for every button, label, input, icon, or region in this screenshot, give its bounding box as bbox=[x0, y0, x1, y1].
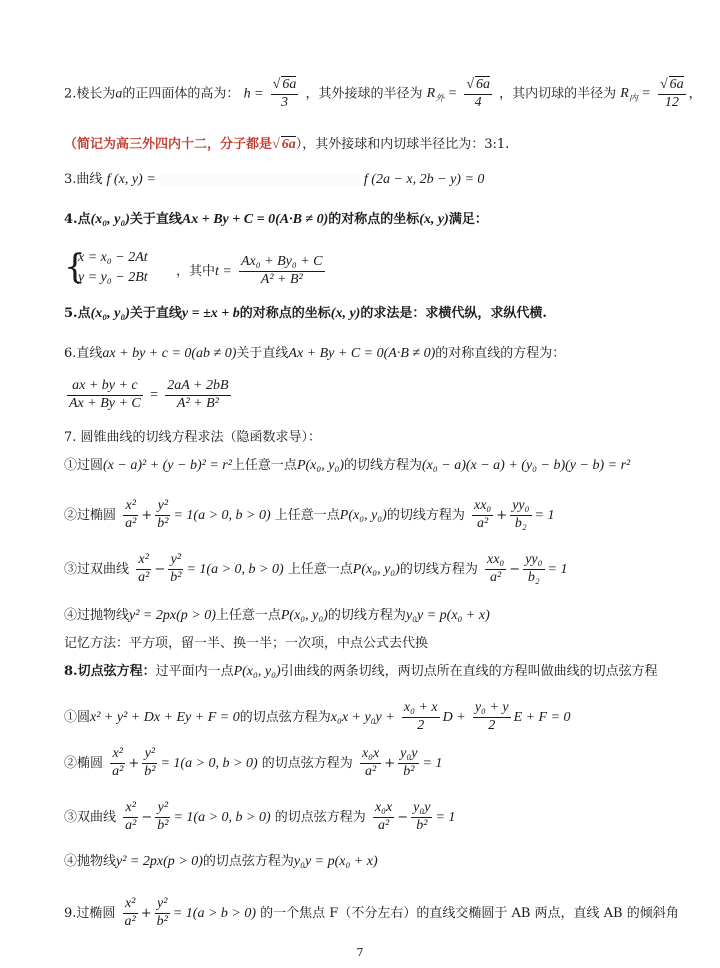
math-sqrt6a: √ 6a bbox=[272, 137, 296, 152]
fraction-r-in: $\frac{√ 6a}{12}$ bbox=[659, 77, 684, 110]
memory-method: 记忆方法：平方项，留一半、换一半；一次项，中点公式去代换 bbox=[64, 636, 429, 651]
tangent-circle: ①过圆(x − a)² + (y − b)² = r²上任意一点P(x₀, y₀)的切线方程为(x₀ − a)(x − a) + (y₀ − b)(y − b) = r² bbox=[64, 458, 631, 473]
system-brace: { bbox=[64, 247, 86, 287]
system-eq-2: y = y₀ − 2Bt bbox=[78, 270, 148, 285]
fraction-height: $\frac{√ 6a}{3}$ bbox=[272, 77, 297, 110]
item-6-formula: $\frac{ax + by + c}{Ax + By + C}$ = $\frac{2aA + 2bB}{\text{A² + B²}}$ bbox=[69, 378, 229, 411]
chord-parabola: ④抛物线y² = 2px(p > 0)的切点弦方程为y₀y = p(x₀ + x) bbox=[64, 854, 378, 869]
item-8-title: 8.切点弦方程：过平面内一点P(x₀, y₀)引曲线的两条切线，两切点所在直线的方程叫做曲线的切点弦方程 bbox=[64, 664, 658, 679]
item-5-line: 5.点(x₀, y₀)关于直线y = ±x + b的对称点的坐标(x, y)的求法是：求横代纵，求纵代横. bbox=[64, 306, 547, 321]
item-3-line bbox=[64, 172, 680, 189]
math-r-out: $R_外$ = bbox=[426, 86, 458, 104]
chord-ellipse: ②椭圆 $\frac{\text{x²}}{\text{a²}}$ + $\frac{\text{y²}}{\text{b²}}$ = 1(a > 0, b > 0) 的切点弦方程为 $\frac{\text{x₀x}}{\text{a²}}$ + $\frac{\text{y₀y}}{\text{b²}}$ = 1 bbox=[64, 746, 443, 779]
text: ，其内切球的半径为 bbox=[499, 86, 617, 102]
system-eq-1: x = x₀ − 2At bbox=[78, 250, 148, 265]
chord-circle: ①圆x² + y² + Dx + Ey + F = 0的切点弦方程为x₀x + y₀y + $\frac{\text{x₀ + x}}{2}$ D + $\frac{\text{y₀ + y}}{2}$ E + F = 0 bbox=[64, 700, 571, 733]
system-t: ，其中t = $\frac{\text{Ax₀ + By₀ + C}}{\text{A² + B²}}$ bbox=[176, 254, 323, 287]
math-a: a bbox=[115, 86, 123, 102]
text: ），其外接球和内切球半径比为：3:1. bbox=[295, 137, 510, 152]
math-r-in: $R_内$ = bbox=[620, 86, 651, 104]
item-2-line: 2.棱长为a的正四面体的高为： h = $\frac{√ 6a}{3}$ ，其外接球的半径为 $R_外$ = $\frac{√ 6a}{4}$ ，其内切球的半径为 $R_内$ = $\frac{√ 6a}{12}$ ， bbox=[64, 77, 702, 110]
math-fxy: f (x, y) = bbox=[106, 172, 156, 187]
mnemonic-line bbox=[64, 136, 680, 154]
fraction-r-out: $\frac{√ 6a}{4}$ bbox=[466, 77, 490, 110]
text: ，其外接球的半径为 bbox=[305, 86, 423, 102]
text: 2.棱长为 bbox=[64, 86, 116, 102]
red-mnemonic: （简记为高三外四内十二，分子都是 bbox=[64, 137, 273, 152]
tangent-parabola: ④过抛物线y² = 2px(p > 0)上任意一点P(x₀, y₀)的切线方程为y₀y = p(x₀ + x) bbox=[64, 608, 490, 623]
chord-hyperbola: ③双曲线 $\frac{\text{x²}}{\text{a²}}$ − $\frac{\text{y²}}{\text{b²}}$ = 1(a > 0, b > 0) 的切点弦方程为 $\frac{\text{x₀x}}{\text{a²}}$ − $\frac{\text{y₀y}}{\text{b²}}$ = 1 bbox=[64, 800, 456, 833]
text: 3.曲线 bbox=[64, 172, 103, 187]
item-4-line: 4.点(x₀, y₀)关于直线Ax + By + C = 0(A·B ≠ 0)的对称点的坐标(x, y)满足： bbox=[64, 212, 488, 227]
item-6-line: 6.直线ax + by + c = 0(ab ≠ 0)关于直线Ax + By + C = 0(A·B ≠ 0)的对称直线的方程为： bbox=[64, 346, 566, 361]
tangent-hyperbola: ③过双曲线 $\frac{\text{x²}}{\text{a²}}$ − $\frac{\text{y²}}{\text{b²}}$ = 1(a > 0, b > 0) 上任意一点P(x₀, y₀)的切线方程为 $\frac{\text{xx₀}}{\text{a²}}$ − $\frac{\text{yy₀}}{\text{b₂}}$ = 1 bbox=[64, 552, 568, 585]
math-h: h = bbox=[243, 86, 264, 102]
item-9-line: 9.过椭圆 $\frac{\text{x²}}{\text{a²}}$ + $\frac{\text{y²}}{\text{b²}}$ = 1(a > b > 0) 的一个焦点 F（不分左右）的直线交椭圆于 AB 两点，直线 AB 的倾斜角 bbox=[64, 896, 679, 929]
tangent-ellipse: ②过椭圆 $\frac{\text{x²}}{\text{a²}}$ + $\frac{\text{y²}}{\text{b²}}$ = 1(a > 0, b > 0) 上任意一点P(x₀, y₀)的切线方程为 $\frac{\text{xx₀}}{\text{a²}}$ + $\frac{\text{yy₀}}{\text{b₂}}$ = 1 bbox=[64, 498, 555, 531]
page-number: 7 bbox=[356, 946, 364, 959]
item-7-title: 7. 圆锥曲线的切线方程求法（隐函数求导）： bbox=[64, 430, 322, 445]
text: 的正四面体的高为： bbox=[122, 86, 240, 102]
math-f2: f (2a − x, 2b − y) = 0 bbox=[363, 172, 485, 187]
faded-region bbox=[160, 174, 360, 186]
